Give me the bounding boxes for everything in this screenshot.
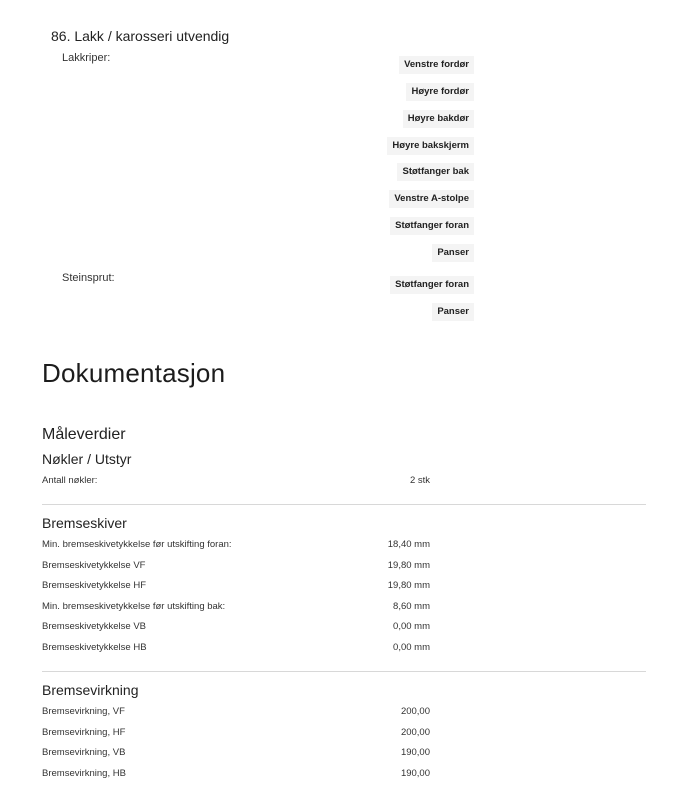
divider — [42, 504, 646, 505]
damage-tag: Høyre fordør — [406, 83, 474, 101]
damage-tag: Støtfanger foran — [390, 276, 474, 294]
divider — [42, 671, 646, 672]
damage-tag: Venstre fordør — [399, 56, 474, 74]
brake-effect-heading: Bremsevirkning — [42, 682, 139, 698]
row-value: 19,80 mm — [387, 580, 430, 591]
row-label: Bremseskivetykkelse HB — [42, 642, 147, 653]
damage-tag: Høyre bakdør — [403, 110, 474, 128]
row-label: Min. bremseskivetykkelse før utskifting bak: — [42, 601, 226, 612]
damage-tag: Høyre bakskjerm — [387, 137, 474, 155]
brake-discs-heading: Bremseskiver — [42, 515, 127, 531]
row-label: Bremsevirkning, HB — [42, 768, 126, 779]
steinsprut-label: Steinsprut: — [62, 272, 115, 284]
damage-tag: Panser — [432, 244, 474, 262]
row-value: 0,00 mm — [393, 621, 430, 632]
row-value: 8,60 mm — [393, 601, 430, 612]
row-value: 19,80 mm — [387, 560, 430, 571]
row-value: 200,00 — [400, 706, 430, 717]
row-label: Min. bremseskivetykkelse før utskifting foran: — [42, 539, 232, 550]
damage-tag: Støtfanger bak — [397, 163, 474, 181]
row-label: Bremsevirkning, VB — [42, 747, 126, 758]
row-label: Antall nøkler: — [42, 475, 98, 486]
row-value: 200,00 — [400, 727, 430, 738]
row-label: Bremseskivetykkelse VB — [42, 621, 147, 632]
row-value: 18,40 mm — [387, 539, 430, 550]
row-value: 0,00 mm — [393, 642, 430, 653]
damage-tag: Venstre A-stolpe — [389, 190, 474, 208]
row-label: Bremseskivetykkelse HF — [42, 580, 146, 591]
row-label: Bremsevirkning, HF — [42, 727, 126, 738]
damage-tag: Panser — [432, 303, 474, 321]
row-label: Bremsevirkning, VF — [42, 706, 125, 717]
row-value: 2 stk — [409, 475, 430, 486]
section-title-lakk: 86. Lakk / karosseri utvendig — [51, 28, 230, 44]
measurements-heading: Måleverdier — [42, 426, 126, 443]
damage-tag: Støtfanger foran — [390, 217, 474, 235]
row-value: 190,00 — [400, 768, 430, 779]
page-title: Dokumentasjon — [42, 358, 226, 388]
row-value: 190,00 — [400, 747, 430, 758]
lakkriper-label: Lakkriper: — [62, 52, 111, 64]
row-label: Bremseskivetykkelse VF — [42, 560, 146, 571]
keys-heading: Nøkler / Utstyr — [42, 451, 132, 467]
